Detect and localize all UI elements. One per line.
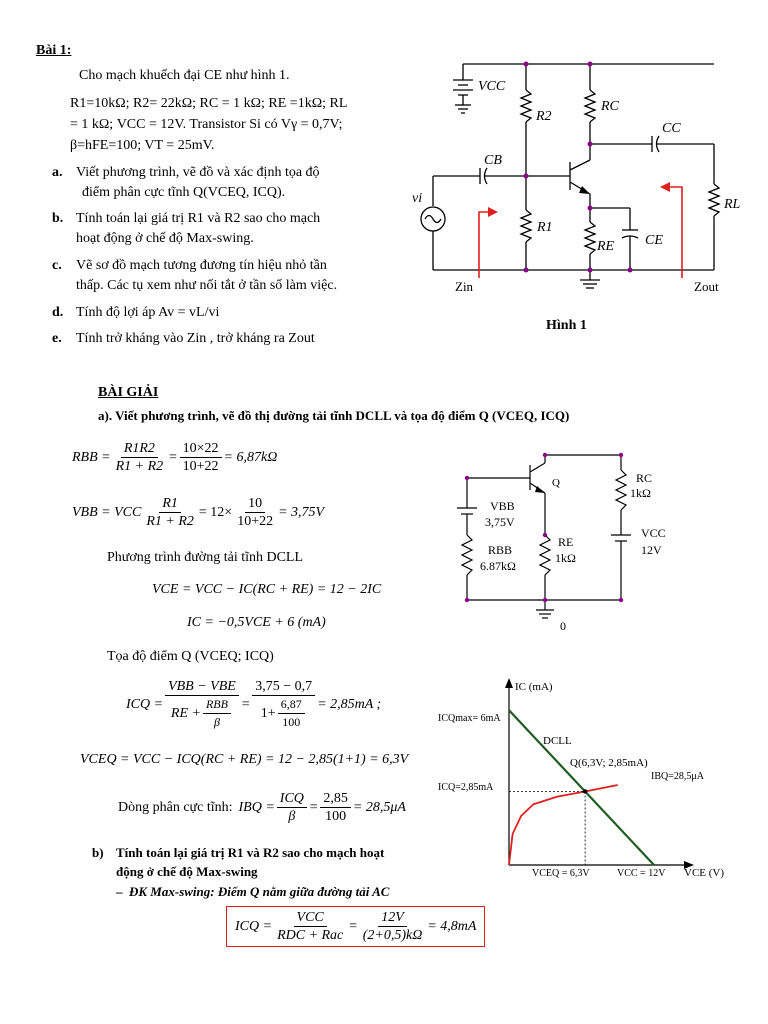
ibq-equation: Dòng phân cực tĩnh: IBQ = $\frac{\text{ICQ}}{\beta}$ = $\frac{2,85}{100}$ = 28,5μA bbox=[118, 791, 406, 824]
icq-label: ICQ=2,85mA bbox=[438, 782, 494, 793]
dcll-label: DCLL bbox=[543, 735, 572, 747]
ground-label: 0 bbox=[560, 619, 566, 633]
figure-1-circuit bbox=[410, 60, 760, 300]
part-a-title: a). Viết phương trình, vẽ đồ thị đường tải tĩnh DCLL và tọa độ điểm Q (VCEQ, ICQ) bbox=[98, 408, 570, 423]
task-text-cont: thấp. Các tụ xem như nối tắt ở tần số làm việc. bbox=[76, 278, 338, 293]
vcc-tick-label: VCC = 12V bbox=[617, 868, 666, 879]
part-b-title: Tính toán lại giá trị R1 và R2 sao cho mạch hoạt bbox=[116, 845, 385, 860]
problem-intro: Cho mạch khuếch đại CE như hình 1. bbox=[79, 68, 290, 83]
icq-maxswing-box: ICQ = $\frac{\text{VCC}}{\text{RDC + Rac}}$ = $\frac{12V}{(2+0,5)k\Omega}$ = 4,8mA bbox=[226, 906, 485, 947]
vbb-label: VBB bbox=[490, 499, 515, 513]
vbb-value: 3,75V bbox=[485, 515, 515, 529]
task-letter: e. bbox=[52, 331, 62, 346]
dcll-load-line bbox=[509, 710, 654, 865]
vcc-value: 12V bbox=[641, 543, 662, 557]
q-point-label: Q(6,3V; 2,85mA) bbox=[570, 757, 648, 769]
re-value: 1kΩ bbox=[555, 551, 576, 565]
q-label: Q bbox=[552, 477, 560, 489]
rbb-equation: RBB = $\frac{R1R2}{R1 + R2}$ = $\frac{10\times 22}{10+22}$ = 6,87kΩ bbox=[72, 441, 278, 474]
task-text: Viết phương trình, vẽ đồ và xác định tọa độ bbox=[76, 165, 320, 180]
r1-label: R1 bbox=[537, 220, 553, 235]
ic-equation: IC = −0,5VCE + 6 (mA) bbox=[187, 615, 326, 630]
x-axis-label: VCE (V) bbox=[684, 867, 725, 879]
task-text-cont: điểm phân cực tĩnh Q(VCEQ, ICQ). bbox=[82, 185, 286, 200]
figure-1-caption: Hình 1 bbox=[546, 318, 587, 333]
re-label: RE bbox=[558, 535, 574, 549]
part-b-letter: b) bbox=[92, 845, 104, 860]
param-line-3: β=hFE=100; VT = 25mV. bbox=[70, 138, 215, 153]
rl-label: RL bbox=[724, 197, 741, 212]
task-text-cont: hoạt động ở chế độ Max-swing. bbox=[76, 231, 254, 246]
zout-label: Zout bbox=[694, 279, 719, 294]
rbb-label: RBB bbox=[488, 543, 513, 557]
param-line-2: = 1 kΩ; VCC = 12V. Transistor Si có Vγ = 0,7V; bbox=[70, 117, 343, 132]
zin-label: Zin bbox=[455, 279, 474, 294]
vi-label: vi bbox=[412, 191, 423, 206]
vcc-label: VCC bbox=[641, 526, 666, 540]
solution-heading: BÀI GIẢI bbox=[98, 385, 159, 400]
maxswing-condition: – ĐK Max-swing: Điểm Q nằm giữa đường tải AC bbox=[116, 884, 390, 899]
rbb-value: 6.87kΩ bbox=[480, 559, 516, 573]
icq-equation: ICQ = VBB − VBE RE + $\frac{\text{RBB}}{\beta}$ = 3,75 − 0,7 1+ $\frac{6,87}{100}$ = 2,85mA ; bbox=[126, 679, 382, 729]
rc-label: RC bbox=[636, 471, 653, 485]
dcll-label: Phương trình đường tải tĩnh DCLL bbox=[107, 550, 304, 565]
param-line-1: R1=10kΩ; R2= 22kΩ; RC = 1 kΩ; RE =1kΩ; RL bbox=[70, 96, 348, 111]
re-label: RE bbox=[597, 239, 615, 254]
task-text: Tính trở kháng vào Zin , trở kháng ra Zout bbox=[76, 331, 315, 346]
vcc-label: VCC bbox=[478, 79, 506, 94]
task-text: Vẽ sơ đồ mạch tương đương tín hiệu nhỏ tần bbox=[76, 258, 327, 273]
y-axis-label: IC (mA) bbox=[515, 681, 553, 693]
ce-label: CE bbox=[645, 233, 663, 248]
task-letter: b. bbox=[52, 211, 64, 226]
problem-title: Bài 1: bbox=[36, 43, 72, 58]
task-letter: d. bbox=[52, 305, 64, 320]
task-letter: a. bbox=[52, 165, 63, 180]
dc-equivalent-circuit bbox=[440, 445, 680, 635]
vce-equation: VCE = VCC − IC(RC + RE) = 12 − 2IC bbox=[152, 582, 382, 597]
ibq-label: IBQ=28,5μA bbox=[651, 771, 704, 782]
q-point-marker bbox=[583, 789, 587, 793]
vceq-equation: VCEQ = VCC − ICQ(RC + RE) = 12 − 2,85(1+1) = 6,3V bbox=[80, 752, 409, 767]
cc-label: CC bbox=[662, 121, 681, 136]
vbb-equation: VBB = VCC $\frac{R1}{R1 + R2}$ = 12× $\frac{10}{10+22}$ = 3,75V bbox=[72, 496, 325, 529]
task-text: Tính toán lại giá trị R1 và R2 sao cho mạch bbox=[76, 211, 321, 226]
r2-label: R2 bbox=[536, 109, 552, 124]
ibq-characteristic-curve bbox=[509, 785, 618, 865]
task-letter: c. bbox=[52, 258, 62, 273]
rc-label: RC bbox=[601, 99, 619, 114]
rc-value: 1kΩ bbox=[630, 486, 651, 500]
part-b-title-cont: động ở chế độ Max-swing bbox=[116, 864, 258, 879]
qpoint-label: Tọa độ điểm Q (VCEQ; ICQ) bbox=[107, 649, 274, 664]
task-text: Tính độ lợi áp Av = vL/vi bbox=[76, 305, 220, 320]
icqmax-label: ICQmax= 6mA bbox=[438, 713, 501, 724]
dcll-chart bbox=[430, 670, 760, 890]
vceq-tick-label: VCEQ = 6,3V bbox=[532, 868, 590, 879]
cb-label: CB bbox=[484, 153, 502, 168]
